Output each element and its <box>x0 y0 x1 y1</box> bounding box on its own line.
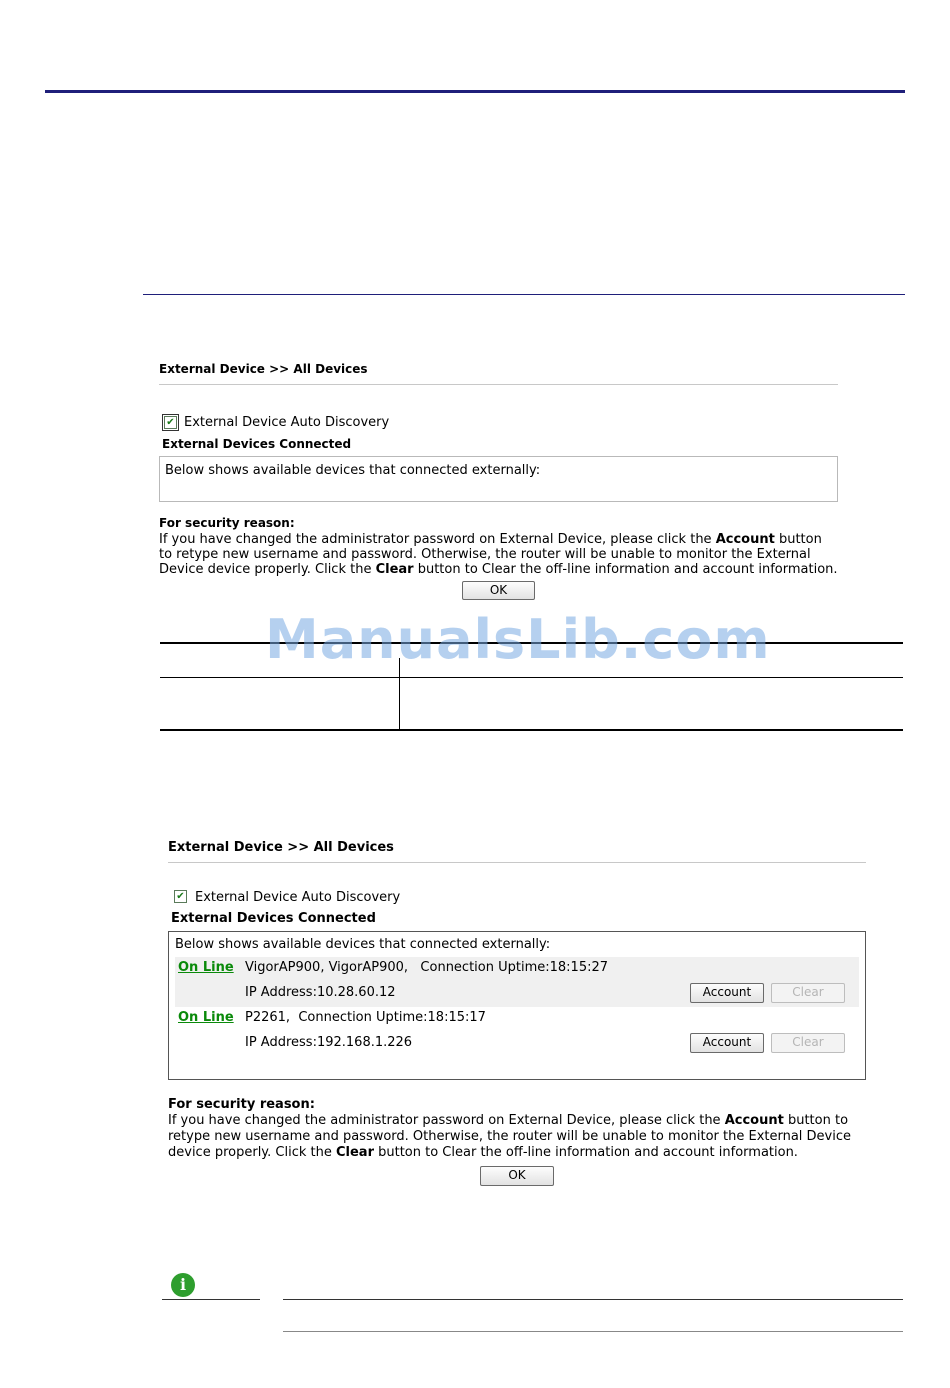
breadcrumb-underline <box>168 862 866 863</box>
breadcrumb-underline <box>159 384 838 385</box>
devices-box <box>168 931 866 1080</box>
section-rule <box>143 294 905 295</box>
breadcrumb: External Device >> All Devices <box>159 362 368 376</box>
watermark: ManualsLib.com <box>265 608 771 671</box>
device-row <box>175 1007 859 1057</box>
auto-discovery-checkbox[interactable]: ✔ <box>174 890 187 903</box>
note-top-rule <box>283 1299 903 1300</box>
auto-discovery-label: External Device Auto Discovery <box>184 415 390 430</box>
devices-intro: Below shows available devices that connected externally: <box>175 937 551 952</box>
devices-intro: Below shows available devices that connected externally: <box>165 463 541 478</box>
device-row <box>175 957 859 1007</box>
breadcrumb: External Device >> All Devices <box>168 840 394 855</box>
devices-box <box>159 456 838 502</box>
ok-button[interactable]: OK <box>480 1166 554 1186</box>
account-button[interactable]: Account <box>690 983 764 1003</box>
security-heading: For security reason: <box>168 1097 315 1112</box>
device-ip: IP Address:192.168.1.226 <box>245 1035 413 1050</box>
online-status-link[interactable]: On Line <box>178 1010 234 1025</box>
security-text: If you have changed the administrator password on External Device, please click the Account button to retype new username and password. Otherwise, the router will be unable to monitor the External Device device properly. Click the Clear button to Clear the off-line information and account information. <box>159 532 838 577</box>
ok-button[interactable]: OK <box>462 581 535 600</box>
device-info: P2261, Connection Uptime:18:15:17 <box>245 1010 486 1025</box>
auto-discovery-label: External Device Auto Discovery <box>195 890 401 905</box>
security-heading: For security reason: <box>159 516 295 530</box>
security-text: If you have changed the administrator password on External Device, please click the Account button to retype new username and password. Otherwise, the router will be unable to monitor the External Device device properly. Click the Clear button to Clear the off-line information and account information. <box>168 1113 852 1160</box>
note-icon-rule <box>162 1299 260 1300</box>
connected-heading: External Devices Connected <box>162 437 352 451</box>
note-bottom-rule <box>283 1331 903 1332</box>
table-bottom-rule <box>160 729 903 731</box>
top-rule <box>45 90 905 93</box>
clear-button[interactable]: Clear <box>771 1033 845 1053</box>
table-header-rule <box>160 677 903 678</box>
clear-button[interactable]: Clear <box>771 983 845 1003</box>
connected-heading: External Devices Connected <box>171 911 376 926</box>
info-icon: i <box>171 1273 195 1297</box>
auto-discovery-checkbox[interactable]: ✔ <box>164 416 177 429</box>
device-ip: IP Address:10.28.60.12 <box>245 985 396 1000</box>
online-status-link[interactable]: On Line <box>178 960 234 975</box>
device-info: VigorAP900, VigorAP900, Connection Uptime:18:15:27 <box>245 960 609 975</box>
account-button[interactable]: Account <box>690 1033 764 1053</box>
